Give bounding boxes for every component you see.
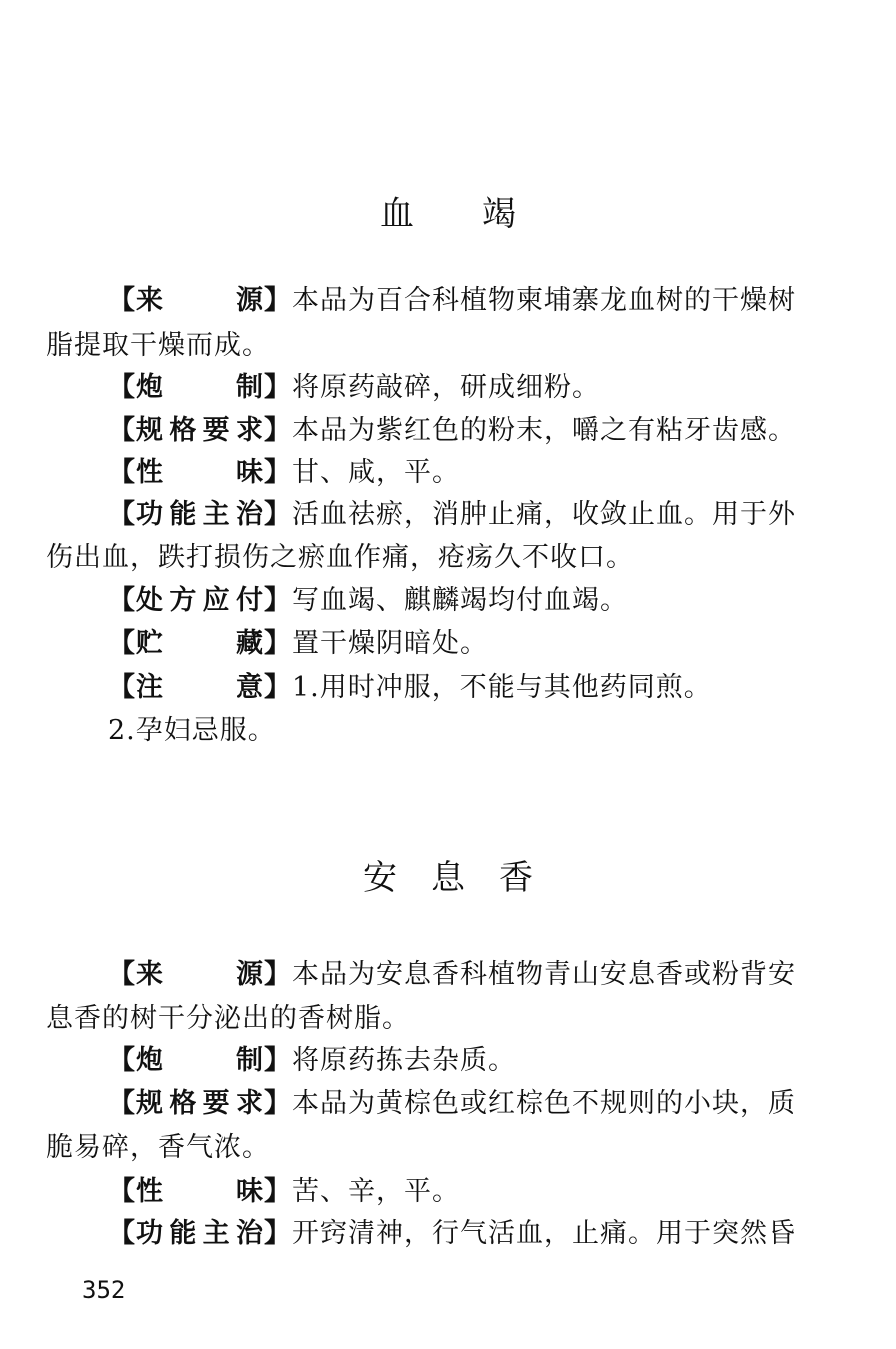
section-title-xuejie: 血 竭 bbox=[380, 194, 516, 234]
entry-xuejie-spec bbox=[108, 417, 796, 444]
entry-continuation: 2.孕妇忌服。 bbox=[108, 715, 276, 746]
entry-continuation: 伤出血，跌打损伤之瘀血作痛，疮疡久不收口。 bbox=[46, 542, 634, 573]
entry-anxixiang-processing bbox=[108, 1047, 516, 1074]
entry-text: 本品为紫红色的粉末，嚼之有粘牙齿感。 bbox=[292, 415, 796, 446]
entry-label: 【贮 藏】 bbox=[108, 628, 292, 659]
entry-text: 甘、咸，平。 bbox=[292, 457, 460, 488]
entry-xuejie-caution bbox=[108, 674, 712, 701]
entry-continuation: 脆易碎，香气浓。 bbox=[46, 1132, 270, 1163]
entry-label: 【来 源】 bbox=[108, 959, 292, 990]
entry-xuejie-processing bbox=[108, 374, 600, 401]
entry-continuation: 息香的树干分泌出的香树脂。 bbox=[46, 1003, 410, 1034]
entry-anxixiang-nature bbox=[108, 1178, 460, 1205]
entry-anxixiang-function bbox=[108, 1220, 796, 1247]
entry-label: 【功能主治】 bbox=[108, 499, 292, 530]
entry-text: 本品为黄棕色或红棕色不规则的小块，质 bbox=[292, 1088, 796, 1119]
entry-text: 活血祛瘀，消肿止痛，收敛止血。用于外 bbox=[292, 499, 796, 530]
entry-text: 本品为百合科植物柬埔寨龙血树的干燥树 bbox=[292, 285, 796, 316]
entry-text: 开窍清神，行气活血，止痛。用于突然昏 bbox=[292, 1218, 796, 1249]
entry-label: 【规格要求】 bbox=[108, 1088, 292, 1119]
entry-xuejie-prescription bbox=[108, 587, 628, 614]
entry-label: 【来 源】 bbox=[108, 285, 292, 316]
entry-anxixiang-source bbox=[108, 961, 796, 988]
entry-xuejie-storage bbox=[108, 630, 488, 657]
entry-label: 【性 味】 bbox=[108, 1176, 292, 1207]
entry-text: 苦、辛，平。 bbox=[292, 1176, 460, 1207]
entry-text: 本品为安息香科植物青山安息香或粉背安 bbox=[292, 959, 796, 990]
page-number: 352 bbox=[82, 1276, 126, 1304]
entry-label: 【炮 制】 bbox=[108, 1045, 292, 1076]
entry-text: 置干燥阴暗处。 bbox=[292, 628, 488, 659]
entry-xuejie-function bbox=[108, 501, 796, 528]
entry-label: 【炮 制】 bbox=[108, 372, 292, 403]
entry-label: 【处方应付】 bbox=[108, 585, 292, 616]
entry-label: 【注 意】 bbox=[108, 672, 292, 703]
entry-anxixiang-spec bbox=[108, 1090, 796, 1117]
entry-label: 【规格要求】 bbox=[108, 415, 292, 446]
entry-continuation: 脂提取干燥而成。 bbox=[46, 330, 270, 361]
entry-label: 【功能主治】 bbox=[108, 1218, 292, 1249]
entry-text: 将原药敲碎，研成细粉。 bbox=[292, 372, 600, 403]
entry-text: 1.用时冲服，不能与其他药同煎。 bbox=[292, 672, 712, 703]
entry-label: 【性 味】 bbox=[108, 457, 292, 488]
entry-text: 写血竭、麒麟竭均付血竭。 bbox=[292, 585, 628, 616]
entry-xuejie-nature bbox=[108, 459, 460, 486]
entry-xuejie-source bbox=[108, 287, 796, 314]
entry-text: 将原药拣去杂质。 bbox=[292, 1045, 516, 1076]
section-title-anxixiang: 安 息 香 bbox=[363, 858, 533, 898]
